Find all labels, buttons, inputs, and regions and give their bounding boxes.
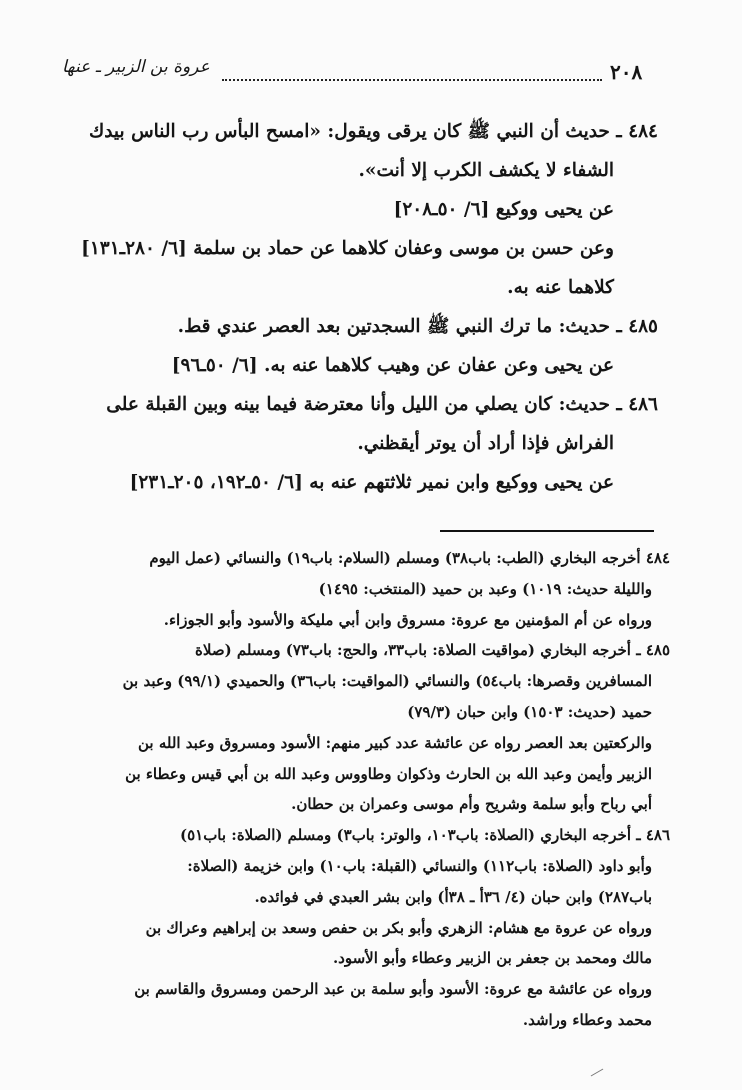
footnote-line: مالك ومحمد بن جعفر بن الزبير وعطاء وأبو الأسود.: [332, 949, 652, 968]
hadith-484-chain: كلاهما عنه به.: [507, 277, 614, 298]
header-dotted-rule: [222, 79, 602, 81]
footnote-line: ورواه عن عائشة مع عروة: الأسود وأبو سلمة بن عبد الرحمن ومسروق والقاسم بن: [134, 980, 652, 999]
hadith-484-line: ٤٨٤ ـ حديث أن النبي ﷺ كان يرقى ويقول: «امسح البأس رب الناس بيدك: [88, 121, 658, 142]
footnote-line: الزبير وأيمن وعبد الله بن الحارث وذكوان وطاووس وعبد الله بن أبي قيس وعطاء بن: [125, 764, 652, 783]
footnote-line: ٤٨٤ أخرجه البخاري (الطب: باب٣٨) ومسلم (السلام: باب١٩) والنسائي (عمل اليوم: [149, 549, 670, 567]
hadith-485-line: ٤٨٥ ـ حديث: ما ترك النبي ﷺ السجدتين بعد العصر عندي قط.: [177, 316, 658, 337]
footnote-line: المسافرين وقصرها: باب٥٤) والنسائي (المواقيت: باب٣٦) والحميدي (٩٩/١) وعبد بن: [122, 672, 652, 691]
footnote-line: حميد (حديث: ١٥٠٣) وابن حبان (٧٩/٣): [407, 702, 652, 721]
footnote-line: باب٢٨٧) وابن حبان (٤/ ٣٦أ ـ ٣٨أ) وابن بشر العبدي في فوائده.: [254, 887, 652, 906]
footnote-line: ورواه عن أم المؤمنين مع عروة: مسروق وابن أبي مليكة والأسود وأبو الجوزاء.: [163, 610, 652, 629]
page-number: ٢٠٨: [610, 60, 643, 84]
hadith-486-chain: عن يحيى ووكيع وابن نمير ثلاثتهم عنه به [٦/ ٥٠ـ١٩٢، ٢٠٥ـ٢٣١]: [129, 472, 614, 493]
footnote-line: ورواه عن عروة مع هشام: الزهري وأبو بكر بن حفص وسعد بن إبراهيم وعراك بن: [145, 918, 652, 937]
hadith-484-chain: عن يحيى ووكيع [٦/ ٥٠ـ٢٠٨]: [393, 199, 614, 220]
hadith-484-chain: وعن حسن بن موسى وعفان كلاهما عن حماد بن سلمة [٦/ ٢٨٠ـ١٣١]: [81, 238, 614, 259]
footnote-line: ٤٨٥ ـ أخرجه البخاري (مواقيت الصلاة: باب٣٣، والحج: باب٧٣) ومسلم (صلاة: [195, 641, 670, 660]
footnote-line: والليلة حديث: ١٠١٩) وعبد بن حميد (المنتخب: ١٤٩٥): [318, 579, 652, 598]
hadith-485-chain: عن يحيى وعن عفان عن وهيب كلاهما عنه به. [٦/ ٥٠ـ٩٦]: [171, 355, 614, 376]
hadith-484-line: الشفاء لا يكشف الكرب إلا أنت».: [358, 160, 614, 181]
corner-mark: [591, 1069, 604, 1077]
footnote-line: محمد وعطاء وراشد.: [522, 1010, 652, 1029]
footnote-line: ٤٨٦ ـ أخرجه البخاري (الصلاة: باب١٠٣، والوتر: باب٣) ومسلم (الصلاة: باب٥١): [179, 826, 670, 845]
hadith-486-line: ٤٨٦ ـ حديث: كان يصلي من الليل وأنا معترضة فيما بينه وبين القبلة على: [106, 394, 658, 415]
running-title: عروة بن الزبير ـ عنها: [62, 57, 210, 77]
footnotes: [58, 543, 670, 1036]
hadith-486-line: الفراش فإذا أراد أن يوتر أيقظني.: [357, 433, 614, 454]
footnote-line: أبي رباح وأبو سلمة وشريح وأم موسى وعمران بن حطان.: [291, 795, 652, 814]
main-text: [58, 112, 658, 502]
footnote-line: والركعتين بعد العصر رواه عن عائشة عدد كبير منهم: الأسود ومسروق وعبد الله بن: [138, 733, 652, 752]
footnote-line: وأبو داود (الصلاة: باب١١٢) والنسائي (القبلة: باب١٠) وابن خزيمة (الصلاة:: [187, 856, 652, 875]
footnote-separator: [440, 530, 654, 532]
